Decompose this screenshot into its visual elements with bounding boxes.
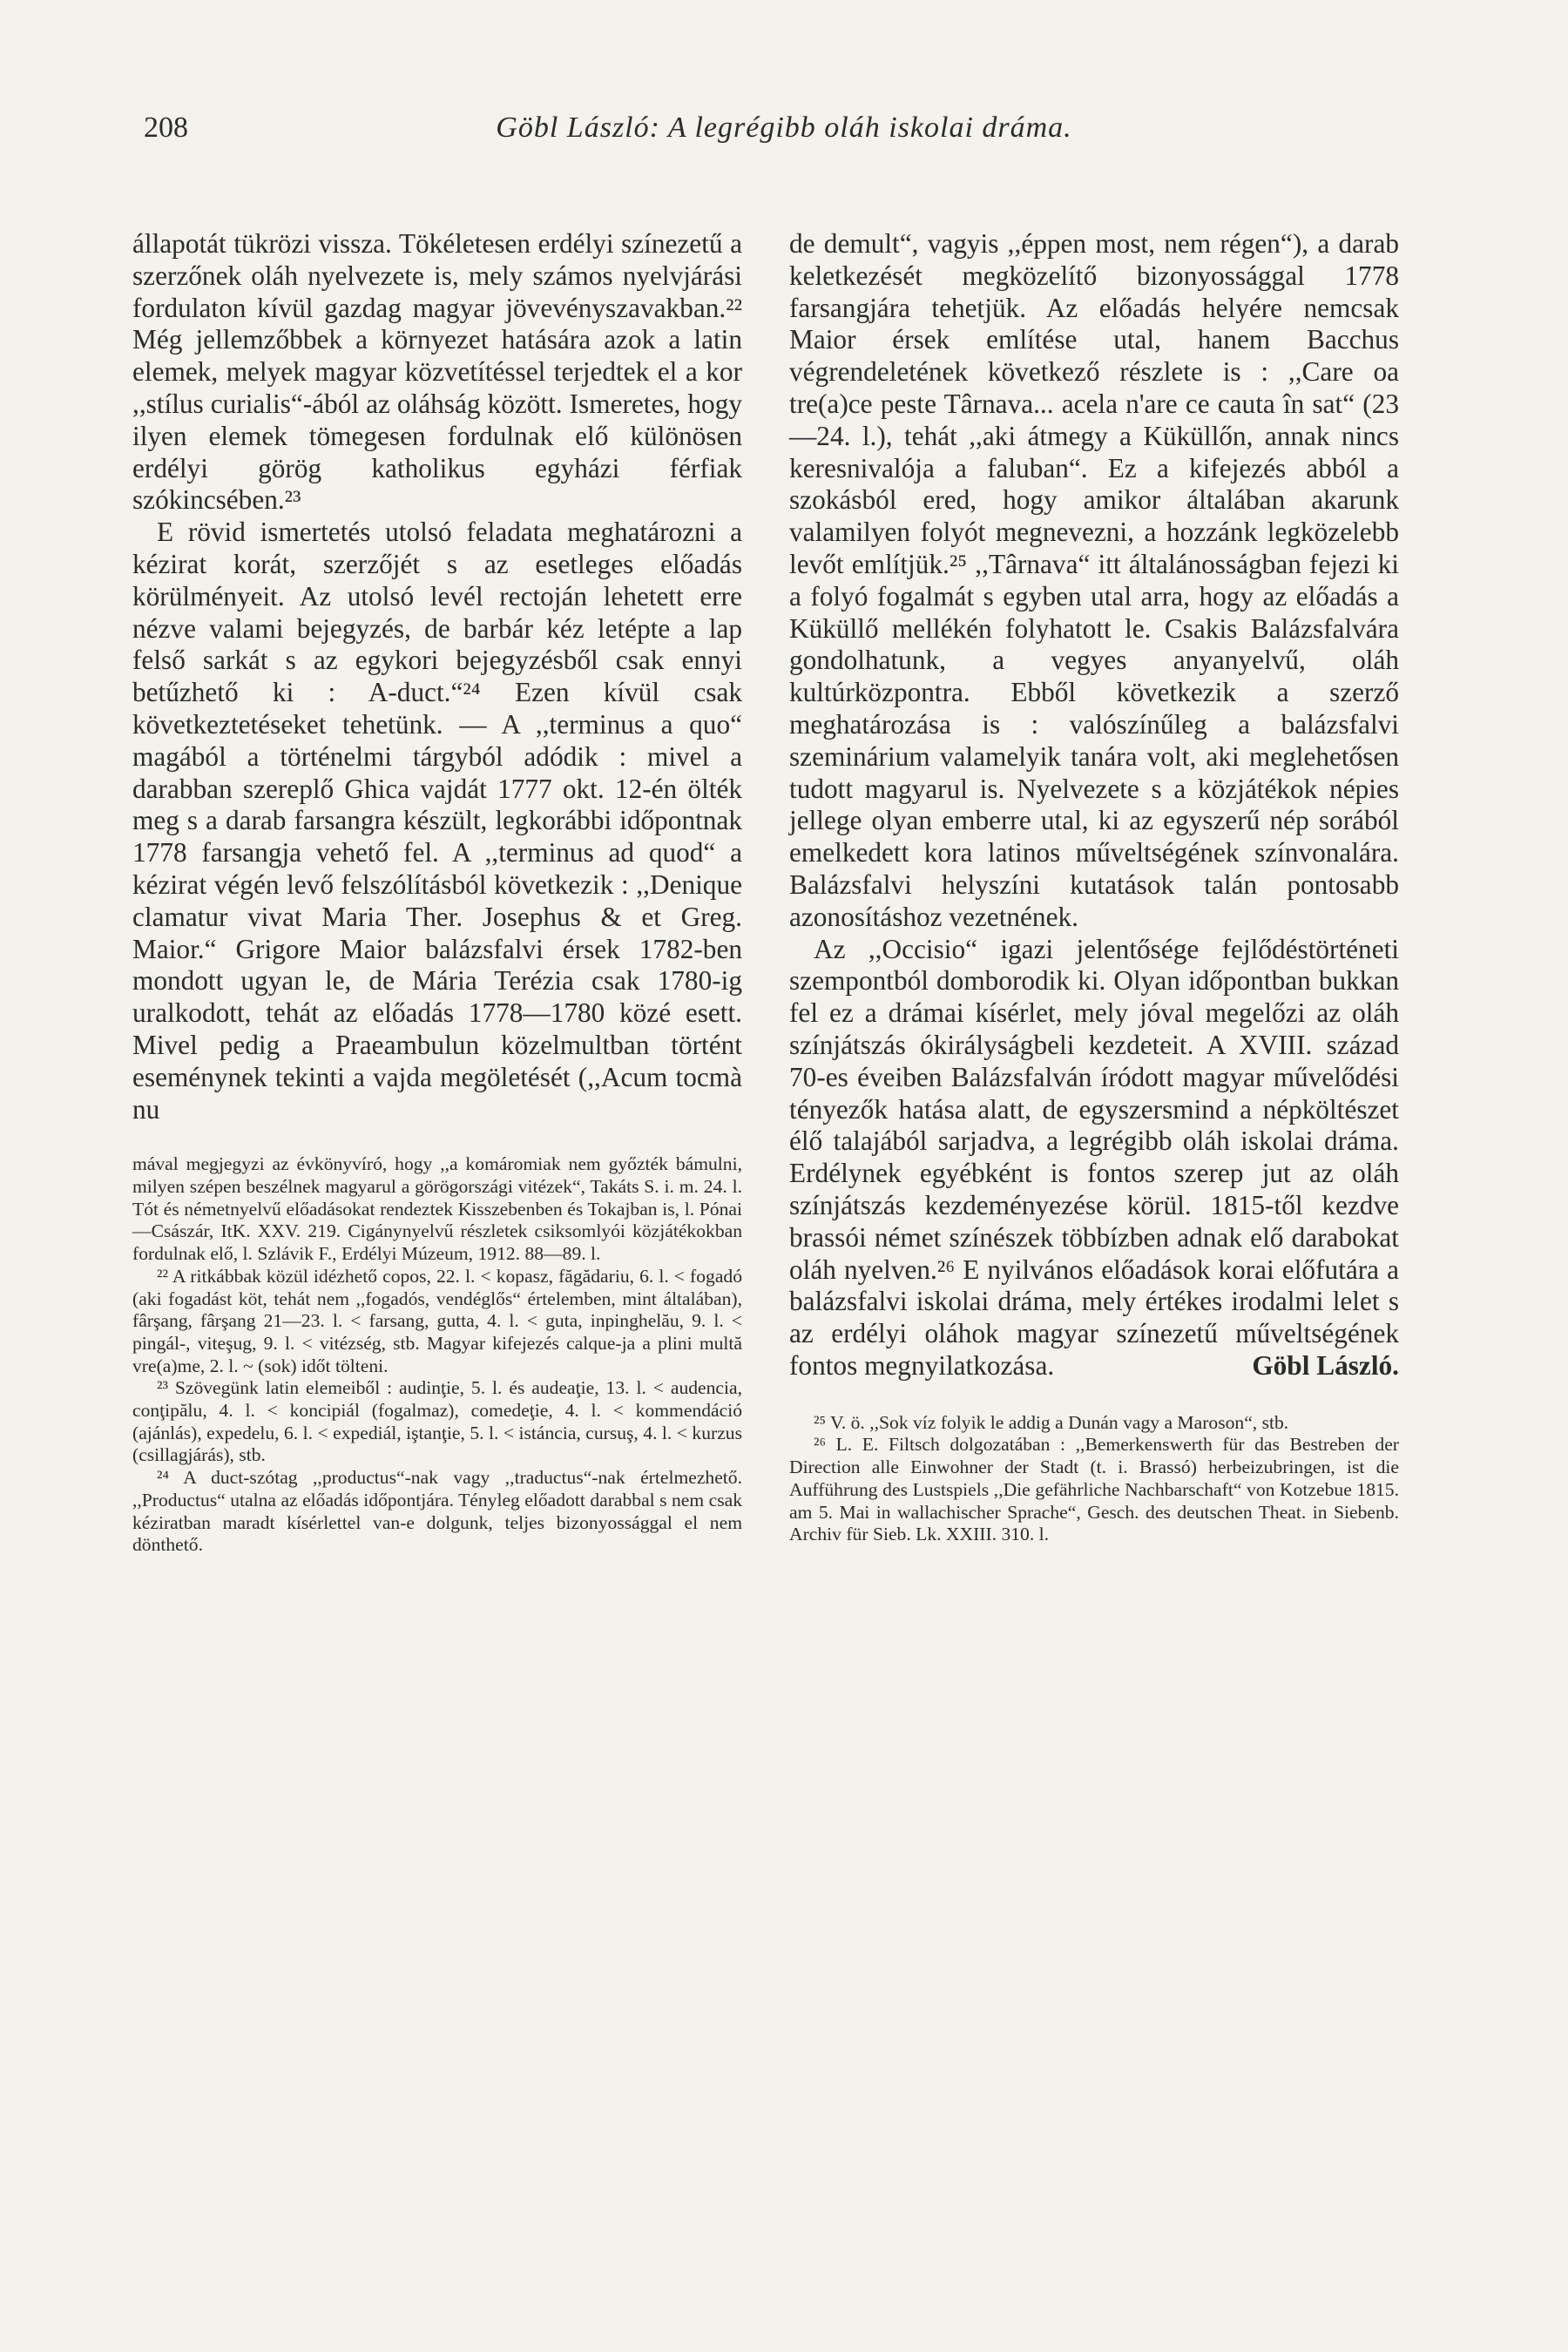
footnote-continuation: mával megjegyzi az évkönyvíró, hogy ,,a komáromiak nem győzték bámulni, milyen szépen beszélnek magyarul a görögországi vitézek“, Takáts S. i. m. 24. l. Tót és németnyelvű előadásokat rendeztek Kisszebenben és Tokajban is, l. Pónai—Császár, ItK. XXV. 219. Cigánynyelvű részletek csiksomlyói közjátékokban fordulnak elő, l. Szlávik F., Erdélyi Múzeum, 1912. 88—89. l. — [132, 1153, 742, 1265]
paragraph: E rövid ismertetés utolsó feladata meghatározni a kézirat korát, szerzőjét s az esetleges előadás körülményeit. Az utolsó levél rectoján lehetett erre nézve valami bejegyzés, de barbár kéz letépte a lap felső sarkát s az egykori bejegyzésből csak ennyi betűzhető ki : A-duct.“²⁴ Ezen kívül csak következtetéseket tehetünk. — A ,,terminus a quo“ magából a történelmi tárgyból adódik : mivel a darabban szereplő Ghica vajdát 1777 okt. 12-én ölték meg s a darab farsangra készült, legkorábbi időpontnak 1778 farsangja vehető fel. A ,,terminus ad quod“ a kézirat végén levő felszólításból következik : ,,Denique clamatur vivat Maria Ther. Josephus & et Greg. Maior.“ Grigore Maior balázsfalvi érsek 1782-ben mondott ugyan le, de Mária Terézia csak 1780-ig uralkodott, tehát az előadás 1778—1780 közé esett. Mivel pedig a Praeambulun közelmultban történt eseménynek tekinti a vajda megöletését (,,Acum tocmà nu — [132, 517, 742, 1125]
right-footnotes — [789, 1412, 1399, 1546]
page-number: 208 — [144, 112, 188, 144]
paragraph-text: Az ,,Occisio“ igazi jelentősége fejlődéstörténeti szempontból domborodik ki. Olyan időpontban bukkan fel ez a drámai kísérlet, mely jóval megelőzi az oláh színjátszás ókirályságbeli kezdeteit. A XVIII. század 70-es éveiben Balázsfalván íródott magyar művelődési tényezők hatása alatt, de egyszersmind a népköltészet élő talajából sarjadva, a legrégibb oláh iskolai dráma. Erdélynek egyébként is fontos szerep jut az oláh színjátszás kezdeményezése körül. 1815-től kezdve brassói német színészek többízben adnak elő darabokat oláh nyelven.²⁶ E nyilvános előadások korai előfutára a balázsfalvi iskolai dráma, mely értékes irodalmi lelet s az erdélyi oláhok magyar színezetű műveltségének fontos megnyilatkozása. — [789, 933, 1399, 1381]
footnote-23: ²³ Szövegünk latin elemeiből : audinţie, 5. l. és audeaţie, 13. l. < audencia, conţipălu, 4. l. < koncipiál (fogalmaz), comedeţie, 4. l. < kommendáció (ajánlás), expedelu, 6. l. < expediál, iştanţie, 5. l. < istáncia, cursuş, 4. l. < kurzus (csillagjárás), stb. — [132, 1377, 742, 1466]
paragraph: állapotát tükrözi vissza. Tökéletesen erdélyi színezetű a szerzőnek oláh nyelvezete is, mely számos nyelvjárási fordulaton kívül gazdag magyar jövevényszavakban.²² Még jellemzőbbek a környezet hatására azok a latin elemek, melyek magyar közvetítéssel terjedtek el a kor ,,stílus curialis“-ából az oláhság között. Ismeretes, hogy ilyen elemek tömegesen fordulnak elő különösen erdélyi görög katholikus egyházi férfiak szókincsében.²³ — [132, 228, 742, 516]
paragraph — [789, 934, 1399, 1382]
left-footnotes — [132, 1153, 742, 1557]
footnote-22: ²² A ritkábbak közül idézhető copos, 22. l. < kopasz, făgădariu, 6. l. < fogadó (aki fogadást köt, tehát nem ,,fogadós, vendéglős“ értelemben, mint általában), fârşang, fârşang 21—23. l. < farsang, gutta, 4. l. < guta, inpinghelău, 9. l. < pingál-, viteşug, 9. l. < vitézség, stb. Magyar kifejezés calque-ja a plini multă vre(a)me, 2. l. ~ (sok) időt tölteni. — [132, 1265, 742, 1376]
footnote-24: ²⁴ A duct-szótag ,,productus“-nak vagy ,,traductus“-nak értelmezhető. ,,Productus“ utalna az előadás időpontjára. Tényleg előadott darabbal s nem csak kéziratban maradt kísérlettel van-e dolgunk, teljes bizonyossággal el nem dönthető. — [132, 1467, 742, 1556]
right-body-text — [789, 228, 1399, 1382]
running-header — [144, 112, 1424, 155]
left-body-text — [132, 228, 742, 1125]
author-signature: Göbl László. — [1252, 1349, 1399, 1381]
running-title: Göbl László: A legrégibb oláh iskolai dráma. — [496, 112, 1072, 144]
footnote-26: ²⁶ L. E. Filtsch dolgozatában : ,,Bemerkenswerth für das Bestreben der Direction alle Einwohner der Stadt (t. i. Brassó) herbeizubringen, ist die Aufführung des Lustspiels ,,Die gefährliche Nachbarschaft“ von Kotzebue 1815. am 5. Mai in wallachischer Sprache“, Gesch. des deutschen Theat. in Siebenb. Archiv für Sieb. Lk. XXIII. 310. l. — [789, 1434, 1399, 1545]
paragraph: de demult“, vagyis ,,éppen most, nem régen“), a darab keletkezését megközelítő bizonyossággal 1778 farsangjára tehetjük. Az előadás helyére nemcsak Maior érsek említése utal, hanem Bacchus végrendeletének következő részlete is : ,,Care oa tre(a)ce peste Târnava... acela n'are ce cauta în sat“ (23—24. l.), tehát ,,aki átmegy a Küküllőn, annak nincs keresnivalója a faluban“. Ez a kifejezés abból a szokásból ered, hogy amikor általában akarunk valamilyen folyót megnevezni, a hozzánk legközelebb levőt említjük.²⁵ ,,Târnava“ itt általánosságban fejezi ki a folyó fogalmát s egyben utal arra, hogy az előadás a Küküllő mellékén folyhatott le. Csakis Balázsfalvára gondolhatunk, a vegyes anyanyelvű, oláh kultúrközpontra. Ebből következik a szerző meghatározása is : valószínűleg a balázsfalvi szeminárium valamelyik tanára volt, aki meglehetősen tudott magyarul is. Nyelvezete s a közjátékok népies jellege olyan emberre utal, ki az egyszerű nép sorából emelkedett kora latinos műveltségének színvonalára. Balázsfalvi helyszíni kutatások talán pontosabb azonosításhoz vezetnének. — [789, 228, 1399, 932]
right-column — [789, 228, 1399, 1546]
left-column — [132, 228, 742, 1557]
footnote-25: ²⁵ V. ö. ,,Sok víz folyik le addig a Dunán vagy a Maroson“, stb. — [814, 1411, 1289, 1433]
